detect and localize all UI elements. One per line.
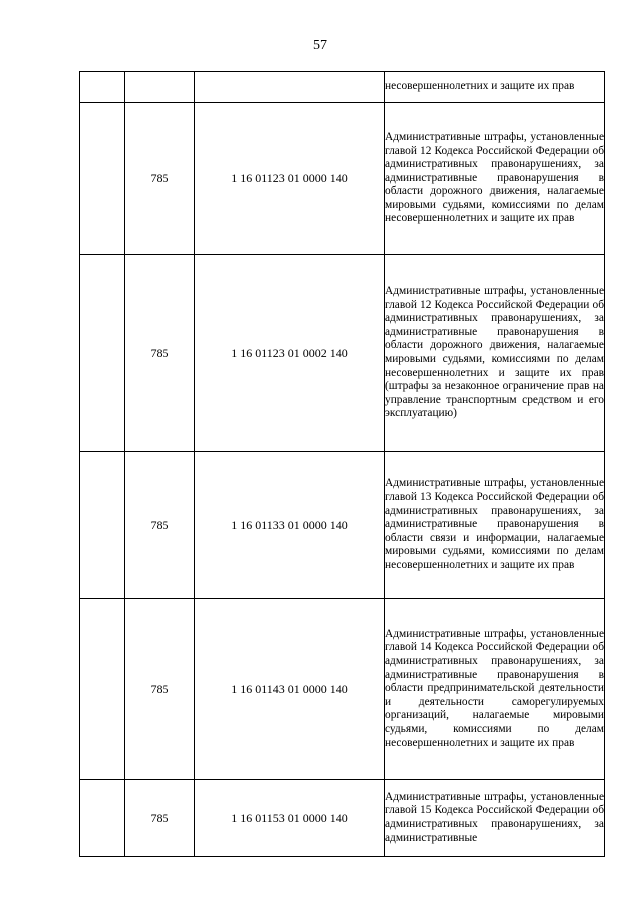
description-cell [385,780,605,857]
description-cell [385,103,605,255]
table-row [80,72,605,103]
description-text: Административные штрафы, установленные главой 13 Кодекса Российской Федерации об административных правонарушениях, за административные правонарушения в области связи и информации, налагаемые мировыми судьями, комиссиями по делам несовершеннолетних и защите их прав [385,477,604,571]
admin-code-cell [125,72,195,103]
admin-code-cell: 785 [125,255,195,452]
description-text: Административные штрафы, установленные главой 12 Кодекса Российской Федерации об административных правонарушениях, за административные правонарушения в области дорожного движения, налагаемые мировыми судьями, комиссиями по делам несовершеннолетних и защите их прав (штрафы за незаконное ограничение прав на управление транспортным средством и его эксплуатацию) [385,285,604,420]
page-number: 57 [313,38,327,53]
kbk-code-cell: 1 16 01123 01 0002 140 [195,255,385,452]
description-cell [385,255,605,452]
table-row [80,599,605,780]
kbk-code-cell [195,72,385,103]
budget-codes-table [79,71,605,857]
description-text: несовершеннолетних и защите их прав [385,80,575,93]
admin-code-cell: 785 [125,103,195,255]
admin-code-cell: 785 [125,599,195,780]
row-number-cell [80,72,125,103]
kbk-code-cell: 1 16 01133 01 0000 140 [195,452,385,599]
row-number-cell [80,255,125,452]
row-number-cell [80,599,125,780]
table-row [80,255,605,452]
admin-code-cell: 785 [125,452,195,599]
description-cell [385,452,605,599]
description-text: Административные штрафы, установленные главой 15 Кодекса Российской Федерации об административных правонарушениях, за административные [385,790,604,844]
description-text: Административные штрафы, установленные главой 14 Кодекса Российской Федерации об административных правонарушениях, за административные правонарушения в области предпринимательской деятельности и деятельности саморегулируемых организаций, налагаемые мировыми судьями, комиссиями по делам несовершеннолетних и защите их прав [385,627,604,749]
admin-code-cell: 785 [125,780,195,857]
kbk-code-cell: 1 16 01143 01 0000 140 [195,599,385,780]
row-number-cell [80,452,125,599]
description-text: Административные штрафы, установленные главой 12 Кодекса Российской Федерации об административных правонарушениях, за административные правонарушения в области дорожного движения, налагаемые мировыми судьями, комиссиями по делам несовершеннолетних и защите их прав [385,130,604,225]
kbk-code-cell: 1 16 01153 01 0000 140 [195,780,385,857]
table-row [80,103,605,255]
description-cell [385,72,605,103]
row-number-cell [80,103,125,255]
kbk-code-cell: 1 16 01123 01 0000 140 [195,103,385,255]
table-row [80,452,605,599]
row-number-cell [80,780,125,857]
table-row [80,780,605,857]
description-cell [385,599,605,780]
